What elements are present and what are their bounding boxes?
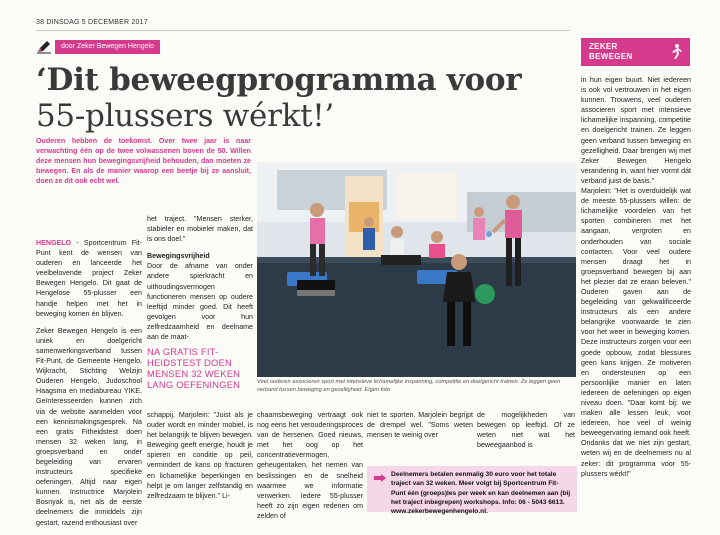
subheading-bewegingsvrijheid: Bewegingsvrijheid (147, 252, 210, 261)
promo-website-link[interactable]: www.zekerbewegenhengelo.nl. (391, 508, 488, 516)
rail-article-text (581, 75, 691, 479)
section-tag-label: door Zeker Bewegen Hengelo (55, 40, 160, 54)
column-1-paragraph-1 (36, 238, 142, 319)
page-header-meta: 38 DINSDAG 5 DECEMBER 2017 (36, 19, 148, 26)
headline (36, 62, 576, 134)
column-2-paragraph-1: het traject. "Mensen sterker, stabieler en mobieler maken, dat is ons doel." (147, 215, 253, 244)
article-column-5 (477, 410, 575, 457)
promo-text: Deelnemers betalen eenmalig 30 euro voor het totale traject van 32 weken. Meer volgt bij Sportcentrum Fit-Punt één (groeps)les per week en kan deelnemen aan (bij het traject inbegrepen) workshops. Info: 06 - 5043 6613. (391, 471, 571, 506)
article-photo (257, 162, 576, 377)
column-3-paragraph: chaamsbeweging vertraagt ook nog eens het verouderingsproces van de hersenen. Goed nieuws, met het oog op het concentratievermogen, geheugentaken, het nemen van beslissingen en de snelheid waarmee we informatie verwerken. Iedere 55-plusser heeft zo zijn eigen redenen om zelden of (257, 411, 363, 520)
rail-paragraph-2: Marjolein: "Het is overduidelijk wat de meeste 55-plussers willen: de lichamelijke voordelen van het sporten combineren met het aangaan, vergroten en onderhouden van sociale contacten. Voor veel oudere mensen draagt het in groepsverband bewegen bij aan het plezier dat ze eraan beleven." Ouderen gaven aan de begeleiding van gekwalificeerde instructeurs als een andere belangrijke voorwaarde te zien voor het weer in beweging komen. Deze instructeurs zorgen voor een goede opbouw, zodat blessures geen kans krijgen. Ze motiveren en ondersteunen op een persoonlijke manier en laten iedereen de oefeningen op eigen niveau doen. "Daar komt bij: we maken alle lessen leuk, voor iedereen, hoe veel of weinig beweegervaring iemand ook heeft. Ondanks dat we niet zijn gestart, weten wij en de deelnemers nu al zeker: dit programma voor 55-plussers wérkt!" (581, 187, 691, 478)
pull-quote: NA GRATIS FIT-HEIDSTEST DOEN MENSEN 32 WEKEN LANG OEFENINGEN (147, 346, 241, 390)
article-column-1 (36, 238, 142, 535)
headline-line-2: 55-plussers wérkt!’ (36, 98, 334, 134)
promo-box (367, 466, 577, 516)
zeker-bewegen-label-2: BEWEGEN (589, 52, 633, 61)
runner-icon (666, 43, 684, 61)
column-2-lower-paragraph: schappij. Marjolein: "Juist als je ouder wordt en minder mobiel, is het belangrijk te blijven bewegen. Beweging geeft energie, houdt je spieren en conditie op peil, vermindert de kans op fracturen en lichamelijke beperkingen en helpt je om langer zelfstandig en zelfredzaam te blijven." Li- (147, 411, 253, 500)
fitness-class-photo (257, 162, 576, 377)
header-divider (36, 30, 570, 31)
article-column-2-lower (147, 410, 253, 508)
dateline: HENGELO (36, 239, 72, 247)
photo-caption: Veel ouderen associeren sport met intensieve lichamelijke inspanning, competitie en doelgericht trainen. Ze leggen geen verband tussen beweging en gezelligheid. Eigen foto (257, 379, 561, 393)
column-2-paragraph-2: Door de afname van onder andere spierkracht en uithoudingsvermogen functioneren mensen op oudere leeftijd minder goed. Dit heeft gevolgen voor hun zelfredzaamheid en deelname aan de maat- (147, 262, 253, 342)
column-5-paragraph: de mogelijkheden van bewegen op leeftijd. Of ze weten niet wat het beweegaanbod is (477, 411, 575, 450)
article-column-4 (367, 410, 473, 447)
column-1-paragraph-2: Zeker Bewegen Hengelo is een uniek en doelgericht samenwerkingsverband tussen Fit-Punt, de Gemeente Hengelo, Wijkracht, Stichting Welzijn Ouderen Hengelo, Judoschool Haagsma en mediabureau YIKE. Geïnteresseerden kunnen zich via de website aanmelden voor een kennismakingsgesprek. Na een gratis Fitheidstest doen mensen 32 weken lang, in groepsverband en onder begeleiding van ervaren instructeurs specifieke oefeningen. Altijd naar eigen kunnen. Instructrice Marjolein Bosnyak is, net als de eerste deelnemers die inmiddels zijn gestart, razend enthousiast over (36, 326, 142, 527)
article-column-2 (147, 214, 253, 349)
article-column-3 (257, 410, 363, 528)
column-4-paragraph: niet te sporten. Marjolein begrijpt de drempel wel. "Soms weten mensen te weinig over (367, 411, 473, 440)
zeker-bewegen-label-1: ZEKER (589, 42, 618, 51)
zeker-bewegen-box (581, 38, 690, 66)
headline-line-1: ‘Dit beweegprogramma voor (36, 62, 522, 98)
pen-icon (36, 40, 52, 54)
section-tag (36, 40, 160, 54)
right-rail (581, 0, 720, 517)
dateline-text: - Sportcentrum Fit-Punt kent de wensen van ouderen en lanceerde het veelbelovende project Zeker Bewegen Hengelo. Dit gaat de Hengelose 55-plusser een handje helpen met het in beweging komen én blijven. (36, 239, 142, 318)
rail-paragraph-1: in hun eigen buurt. Niet iedereen is ook vol vertrouwen in het eigen kunnen. Trouwens, veel ouderen associeren sport met intensieve lichamelijke inspanning, competitie en doelgericht trainen. Ze leggen geen verband tussen beweging en gezelligheid. Daar brengen wij met Zeker Bewegen Hengelo verandering in, want hier vormt dát verband juist de basis." (581, 76, 691, 185)
intro-paragraph: Ouderen hebben de toekomst. Over twee jaar is naar verwachting één op de twee volwassenen boven de 50. Willen deze mensen hun bewegingsvrijheid behouden, dan moeten ze bewegen. En als de manier waarop een beetje bij ze aansluit, doen ze dit ook echt wel. (36, 137, 251, 186)
hand-pointer-icon (373, 472, 387, 484)
